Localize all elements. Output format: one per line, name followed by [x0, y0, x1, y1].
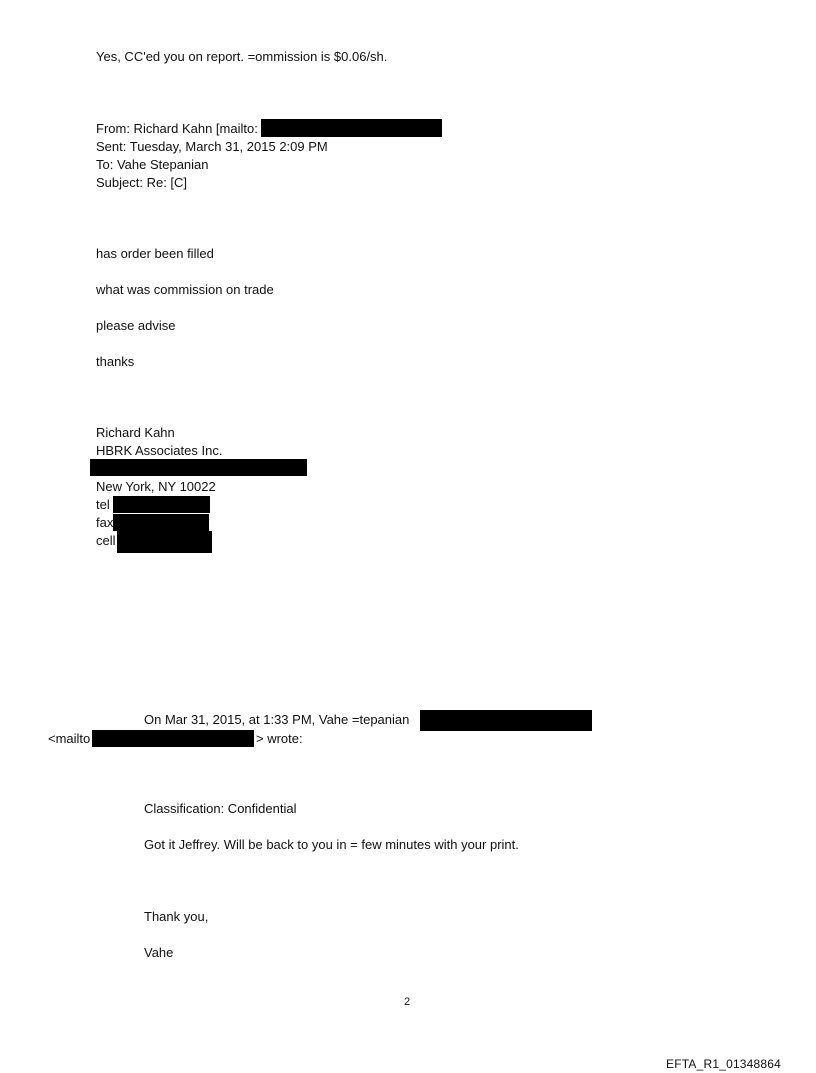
document-id: EFTA_R1_01348864 — [666, 1057, 782, 1071]
sent-line: Sent: Tuesday, March 31, 2015 2:09 PM — [96, 139, 328, 154]
signature-tel-label: tel — [96, 497, 110, 512]
reply-line: Yes, CC'ed you on report. =ommission is $0.06/sh. — [96, 49, 388, 64]
redaction-from-email — [261, 119, 442, 137]
quoted-classification: Classification: Confidential — [144, 801, 297, 816]
quoted-intro: On Mar 31, 2015, at 1:33 PM, Vahe =tepanian — [144, 712, 410, 727]
signature-name: Richard Kahn — [96, 425, 175, 440]
body-line-4: thanks — [96, 354, 135, 369]
to-line: To: Vahe Stepanian — [96, 157, 209, 172]
redaction-sender-email — [92, 730, 254, 747]
quoted-message: Got it Jeffrey. Will be back to you in = few minutes with your print. — [144, 837, 519, 852]
body-line-1: has order been filled — [96, 246, 214, 261]
redaction-fax — [113, 514, 209, 531]
quoted-signoff: Vahe — [144, 945, 174, 960]
redaction-cell — [117, 531, 212, 553]
signature-company: HBRK Associates Inc. — [96, 443, 223, 458]
subject-line: Subject: Re: [C] — [96, 175, 188, 190]
from-line: From: Richard Kahn [mailto: — [96, 121, 258, 136]
redaction-sender-name — [420, 710, 592, 731]
redaction-address — [90, 459, 307, 476]
body-line-3: please advise — [96, 318, 176, 333]
redaction-tel — [113, 496, 210, 513]
page-number: 2 — [404, 996, 411, 1008]
quoted-thanks: Thank you, — [144, 909, 209, 924]
signature-fax-label: fax — [96, 515, 114, 530]
quoted-wrote: > wrote: — [256, 731, 303, 746]
quoted-mailto-prefix: <mailto — [48, 731, 91, 746]
signature-city: New York, NY 10022 — [96, 479, 216, 494]
body-line-2: what was commission on trade — [96, 282, 274, 297]
signature-cell-label: cell — [96, 533, 116, 548]
